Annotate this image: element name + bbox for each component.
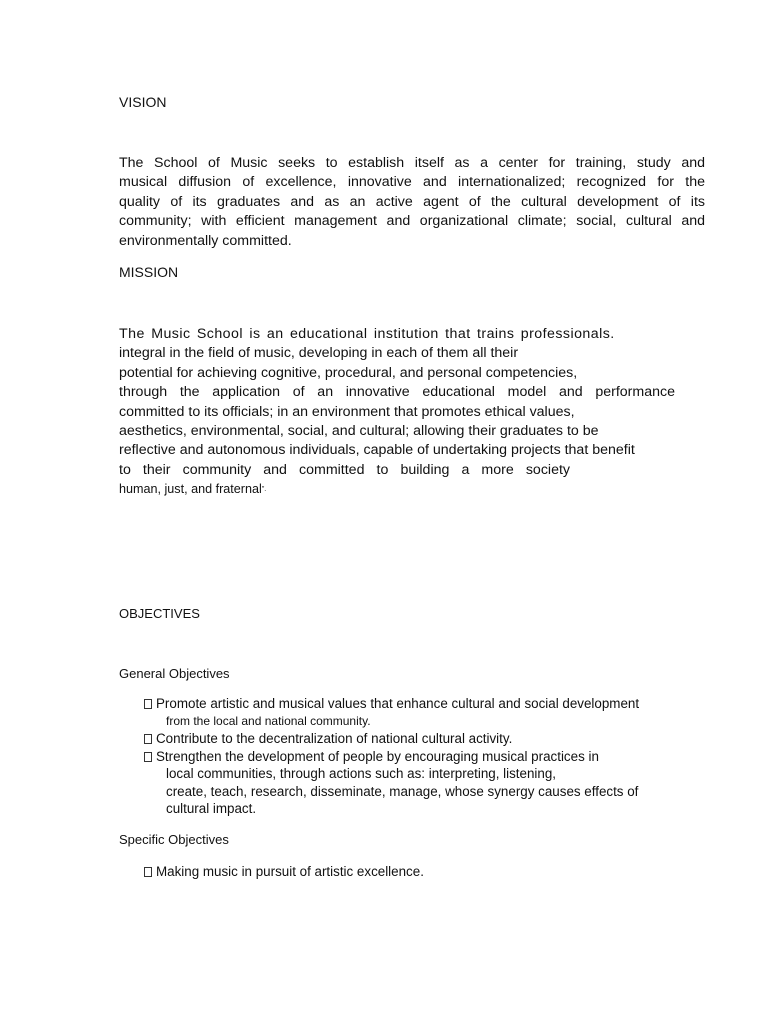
mission-line: committed to its officials; in an environment that promotes ethical values, [119,403,575,420]
list-item [144,730,639,748]
mission-last-line [119,480,645,499]
list-item-continuation: cultural impact. [166,801,257,816]
mission-line: through the application of an innovative educational model and performance [119,384,675,401]
list-item [144,863,424,881]
bullet-box-icon [144,867,152,877]
vision-line: musical diffusion of excellence, innovative and internationalized; recognized for the [119,174,705,191]
vision-paragraph [119,154,705,251]
list-item-continuation: create, teach, research, disseminate, manage, whose synergy causes effects of [166,783,639,799]
mission-heading: MISSION [119,264,179,280]
objectives-heading: OBJECTIVES [119,606,200,621]
vision-line: quality of its graduates and as an active agent of the cultural development of its [119,193,705,210]
vision-line: The School of Music seeks to establish itself as a center for training, study and [119,155,705,171]
list-item-text: Promote artistic and musical values that enhance cultural and social development [156,696,640,711]
general-objectives-heading: General Objectives [119,666,230,681]
list-item-continuation: from the local and national community. [166,713,371,728]
mission-line: potential for achieving cognitive, procedural, and personal competencies, [119,364,578,381]
bullet-box-icon [144,734,152,744]
specific-objectives-heading: Specific Objectives [119,832,229,847]
mission-last-mark: ". [261,486,267,494]
list-item [144,748,639,766]
mission-line: The Music School is an educational institution that trains professionals. [119,326,615,342]
specific-objectives-list [144,863,424,881]
mission-last-text: human, just, and fraternal [119,482,262,497]
list-item [144,695,639,713]
list-item-text: Contribute to the decentralization of national cultural activity. [156,731,513,746]
mission-line: reflective and autonomous individuals, capable of undertaking projects that benefit [119,442,635,459]
bullet-box-icon [144,752,152,762]
vision-line: community; with efficient management and organizational climate; social, cultural and [119,213,705,230]
mission-paragraph [119,325,675,500]
bullet-box-icon [144,699,152,709]
mission-line: integral in the field of music, developing in each of them all their [119,345,519,362]
list-item-text: Strengthen the development of people by encouraging musical practices in [156,748,599,764]
vision-line: environmentally committed. [119,232,292,249]
list-item-continuation: local communities, through actions such as: interpreting, listening, [166,766,557,781]
list-item-text: Making music in pursuit of artistic excellence. [156,864,424,879]
general-objectives-list [144,695,639,818]
vision-heading: VISION [119,94,167,110]
mission-line: to their community and committed to building a more society [119,461,570,478]
mission-line: aesthetics, environmental, social, and cultural; allowing their graduates to be [119,423,599,440]
